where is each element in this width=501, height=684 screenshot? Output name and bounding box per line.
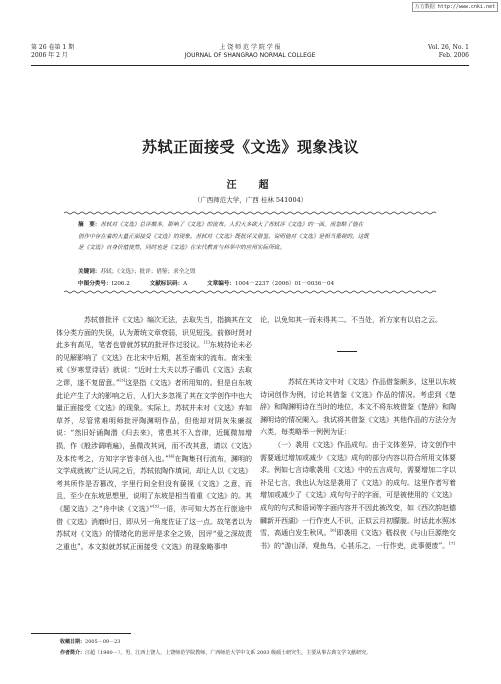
citation-ref: [7]	[449, 540, 455, 546]
journal-name-cn: 上 饶 师 范 学 院 学 报	[219, 44, 281, 51]
citation-ref: [3]	[119, 377, 126, 383]
body-text: 这是指《文选》者所用知的。但是自东坡此论产生了大的影响之后，人们大多忽视了其在文学创作中也大量正面接受《文选》的现象。实际上，苏轼并未对《文选》弃如草芥，尽管常难明师批评陶渊明作品，但他却对阴灰朱廉叔说：“然旧好诵陶潜《归去来》，常患其不入音律，近辄微加增损，作《般涉调哨遍》，虽微改其词，而不改其意，请以《文选》及本传考之，方知字字皆非创入也。”	[56, 378, 252, 463]
section-separator	[337, 351, 357, 352]
body-column-right	[260, 314, 456, 327]
issue-info-en	[428, 44, 469, 60]
abstract-label: 摘 要：	[78, 222, 101, 228]
body-text: 一语，亦可知大苏在行旅途中借《文选》消磨时日，即从另一角度佐证了这一点。故笔者以为苏轼对《文选》的情绪化的思评是求全之毁，因评“爱之深故责之重也”。本文拟就苏轼正面接受《文选》的现象略事申	[56, 504, 252, 551]
received-date	[60, 639, 120, 646]
issue-date-en: Feb. 2006	[438, 52, 469, 59]
author-bio	[60, 650, 461, 657]
received-label: 收稿日期：	[60, 639, 86, 645]
body-text: （一）袭用《文选》作品成句。由于文体差异，诗文创作中需要通过增加或减少《文选》成句的部分内容以符合所用文体要求。例如七言诗歌袭用《文选》中的五言成句，需要增加二字以补足七言，我也认为这是袭用了《文选》的成句。这里作者写着增加或减少了《文选》成句句子的字面，可是被使用的《文选》成句的句式和语词等字面内容并不因此被改变，如《西次韵赵德麟新开西湖》一行作吏人不识，正似云月初朦胧。时话此水照冰雪，高通白发生秋风。	[260, 440, 456, 538]
citation-ref: [1]	[204, 339, 210, 345]
footnote-rule	[31, 633, 131, 634]
database-watermark: 万方数据 http://www.cnki.net	[412, 2, 498, 12]
body-text-continued: 论，以免知其一而未得其二。不当处，祈方家有以启之云。	[260, 316, 442, 324]
article-id-label: 文章编号：	[207, 280, 235, 287]
keywords-block	[78, 267, 334, 290]
citation-ref: [5]	[153, 503, 159, 509]
clc-number: I206.2	[111, 280, 130, 287]
volume-issue-en: Vol. 26, No. 1	[428, 44, 469, 51]
header-rule	[31, 65, 469, 66]
author-name: 汪 超	[226, 180, 275, 191]
journal-name	[31, 44, 469, 60]
bio-label: 作者简介：	[60, 650, 86, 656]
body-text: 苏轼曾批评《文选》编次无法，去取失当，指摘其在文体分类方面的失误，认为萧统文章衰弱，识见短浅。前修时贤对此多有高见，笔者也曾就苏轼的批评作过驳议。	[56, 316, 252, 350]
volume-issue: 第 26 卷第 1 期	[31, 44, 75, 51]
body-paragraph	[260, 439, 456, 552]
body-text: 即袭用《文选》嵇叔夜《与山巨源绝交书》的“游山泽，观鱼鸟，心甚乐之，一行作吏，此事便废”。	[260, 529, 457, 550]
keywords-label: 关键词：	[78, 269, 101, 275]
abstract-line-1: 苏轼对《文选》总评颇多，影响了《文选》的流布。人们大多欲大了苏轼评《文选》的一面，而忽略了他在	[100, 222, 364, 228]
doc-code: A	[183, 280, 188, 287]
issue-date: 2006 年 2 月	[31, 52, 68, 59]
body-paragraph	[56, 314, 252, 553]
clc-label: 中图分类号：	[78, 280, 112, 287]
article-id: 1004－2237（2006）01－0036－04	[234, 280, 335, 287]
abstract-line-2: 创作中存在着的大量正面接受《文选》的现象。苏轼对《文选》既批评又借鉴，说明他对《文选》是相当重视的。这既	[78, 233, 369, 240]
received-value: 2005－09－23	[85, 639, 121, 645]
citation-ref: [6]	[330, 527, 337, 533]
body-column-left	[56, 314, 252, 553]
doc-code-label: 文献标识码：	[149, 280, 184, 287]
body-column-right-lower	[260, 376, 456, 552]
citation-ref: [4]	[168, 453, 175, 459]
abstract	[78, 220, 421, 255]
keywords-text: 苏轼；《文选》；批评；借鉴；求全之毁	[100, 269, 196, 275]
author-affiliation: （广西师范大学，广西 桂林 541004）	[193, 196, 308, 204]
abstract-line-3: 是《文选》自身价值使然，同时也是《文选》在宋代教育与科举中的应用实际所致。	[78, 245, 285, 251]
wave-divider-bottom	[64, 290, 437, 294]
body-text: 在陶集刊行流布，渊明的文学成就被广泛认同之后，苏轼依陶作填词，却让人以《文选》考其所作是否篡改，字里行间全但没有藐视《文选》之意，而且，至少在东坡思想里，说明了东坡是相当看重《文选》的。其《题文选》之“舟中读《文选》”	[56, 454, 253, 513]
wave-divider-top	[64, 211, 437, 215]
journal-name-en: JOURNAL OF SHANGRAO NORMAL COLLEGE	[184, 52, 316, 59]
article-title: 苏轼正面接受《文选》现象浅议	[141, 138, 359, 156]
body-text: 东坡持论未必的见解影响了《文选》在北宋中后期，甚至南宋的流布。南宋张戒《岁寒堂诗话》就说：“近时士大夫以苏子瞻讥《文选》去取之谬，遂不复留意。”	[56, 341, 253, 387]
bio-text: 汪超（1980－），男，江西上饶人，上饶师范学院教师，广西师范大学中文系 2003 级硕士研究生，主要从事古典文学文献研究。	[85, 650, 372, 656]
body-paragraph: 苏轼在其诗文中对《文选》作品借鉴颇多，这里以东坡诗词创作为例，讨论其借鉴《文选》作品的情况。考虑到《楚辞》和陶渊明诗在当时的地位，本文不将东坡借鉴《楚辞》和陶渊明诗的情况阑入。我试将其借鉴《文选》其他作品的方法分为六类，每类略举一例例为证：	[260, 378, 456, 437]
